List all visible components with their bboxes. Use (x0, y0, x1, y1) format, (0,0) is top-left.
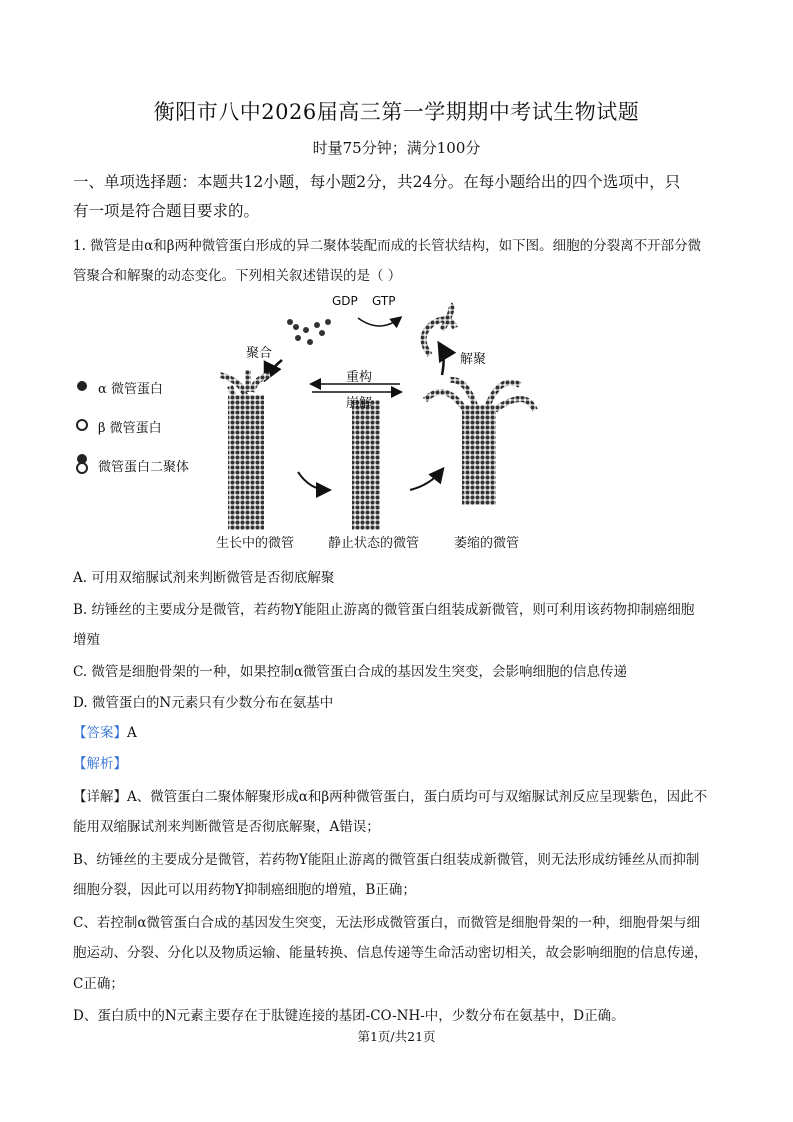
growing-microtubule (220, 370, 270, 530)
free-dimers (287, 319, 331, 345)
answer-label: 【答案】 (73, 725, 127, 741)
shrinking-microtubule (425, 380, 535, 505)
caption-static: 静止状态的微管 (328, 536, 420, 551)
caption-shrinking: 萎缩的微管 (454, 536, 520, 551)
detail-line: B、纺锤丝的主要成分是微管，若药物Y能阻止游离的微管蛋白组装成新微管，则无法形成纺锤丝从而抑制 (73, 852, 700, 868)
page-number: 第1页/共21页 (357, 1029, 436, 1044)
detail-line: C正确； (73, 976, 124, 992)
option-b: B. 纺锤丝的主要成分是微管，若药物Y能阻止游离的微管蛋白组装成新微管，则可利用该药物抑制癌细胞 (73, 602, 695, 618)
gtp-label: GTP (372, 294, 396, 308)
answer-value: A (127, 725, 137, 741)
detail-line: 细胞分裂，因此可以用药物Y抑制癌细胞的增殖，B正确； (73, 882, 416, 898)
question-stem: 1. 微管是由α和β两种微管蛋白形成的异二聚体装配而成的长管状结构，如下图。细胞的分裂离不开部分微 (73, 238, 702, 254)
option-b-cont: 增殖 (73, 632, 100, 648)
depolymerize-label: 解聚 (460, 352, 487, 367)
option-d: D. 微管蛋白的N元素只有少数分布在氨基中 (73, 695, 334, 711)
legend-beta: β 微管蛋白 (98, 421, 162, 436)
microtubule-figure (70, 294, 540, 558)
detail-line: C、若控制α微管蛋白合成的基因发生突变，无法形成微管蛋白，而微管是细胞骨架的一种，细胞骨架与细 (73, 915, 700, 931)
detail-line: D、蛋白质中的N元素主要存在于肽键连接的基团-CO-NH-中，少数分布在氨基中，D正确。 (73, 1008, 625, 1024)
exam-time-score: 时量75分钟；满分100分 (312, 139, 481, 157)
rebuild-label: 重构 (346, 370, 373, 385)
detail-line: 【详解】A、微管蛋白二聚体解聚形成α和β两种微管蛋白，蛋白质均可与双缩脲试剂反应呈现紫色，因此不 (73, 789, 708, 805)
legend-dimer: 微管蛋白二聚体 (98, 460, 190, 475)
section-heading: 一、单项选择题：本题共12小题，每小题2分，共24分。在每小题给出的四个选项中，只 (73, 173, 681, 191)
legend-alpha: α 微管蛋白 (98, 382, 163, 397)
collapse-label: 崩解 (346, 396, 373, 411)
analysis-label: 【解析】 (73, 756, 127, 772)
detail-line: 能用双缩脲试剂来判断微管是否彻底解聚，A错误； (73, 819, 380, 835)
gdp-label: GDP (332, 294, 358, 308)
detail-line: 胞运动、分裂、分化以及物质运输、能量转换、信息传递等生命活动密切相关，故会影响细胞的信息传递， (73, 945, 708, 961)
option-a: A. 可用双缩脲试剂来判断微管是否彻底解聚 (73, 570, 335, 586)
static-microtubule (352, 400, 380, 530)
option-c: C. 微管是细胞骨架的一种，如果控制α微管蛋白合成的基因发生突变，会影响细胞的信息传递 (73, 664, 628, 680)
beta-tubulin-icon (77, 420, 87, 430)
dimer-icon (77, 454, 87, 473)
question-stem-cont: 管聚合和解聚的动态变化。下列相关叙述错误的是（ ） (73, 268, 402, 284)
page-title: 衡阳市八中2026届高三第一学期期中考试生物试题 (153, 100, 640, 124)
caption-growing: 生长中的微管 (216, 536, 295, 551)
alpha-tubulin-icon (77, 381, 87, 391)
section-heading-cont: 有一项是符合题目要求的。 (73, 202, 260, 220)
polymerize-label: 聚合 (246, 346, 273, 361)
answer (73, 721, 137, 741)
